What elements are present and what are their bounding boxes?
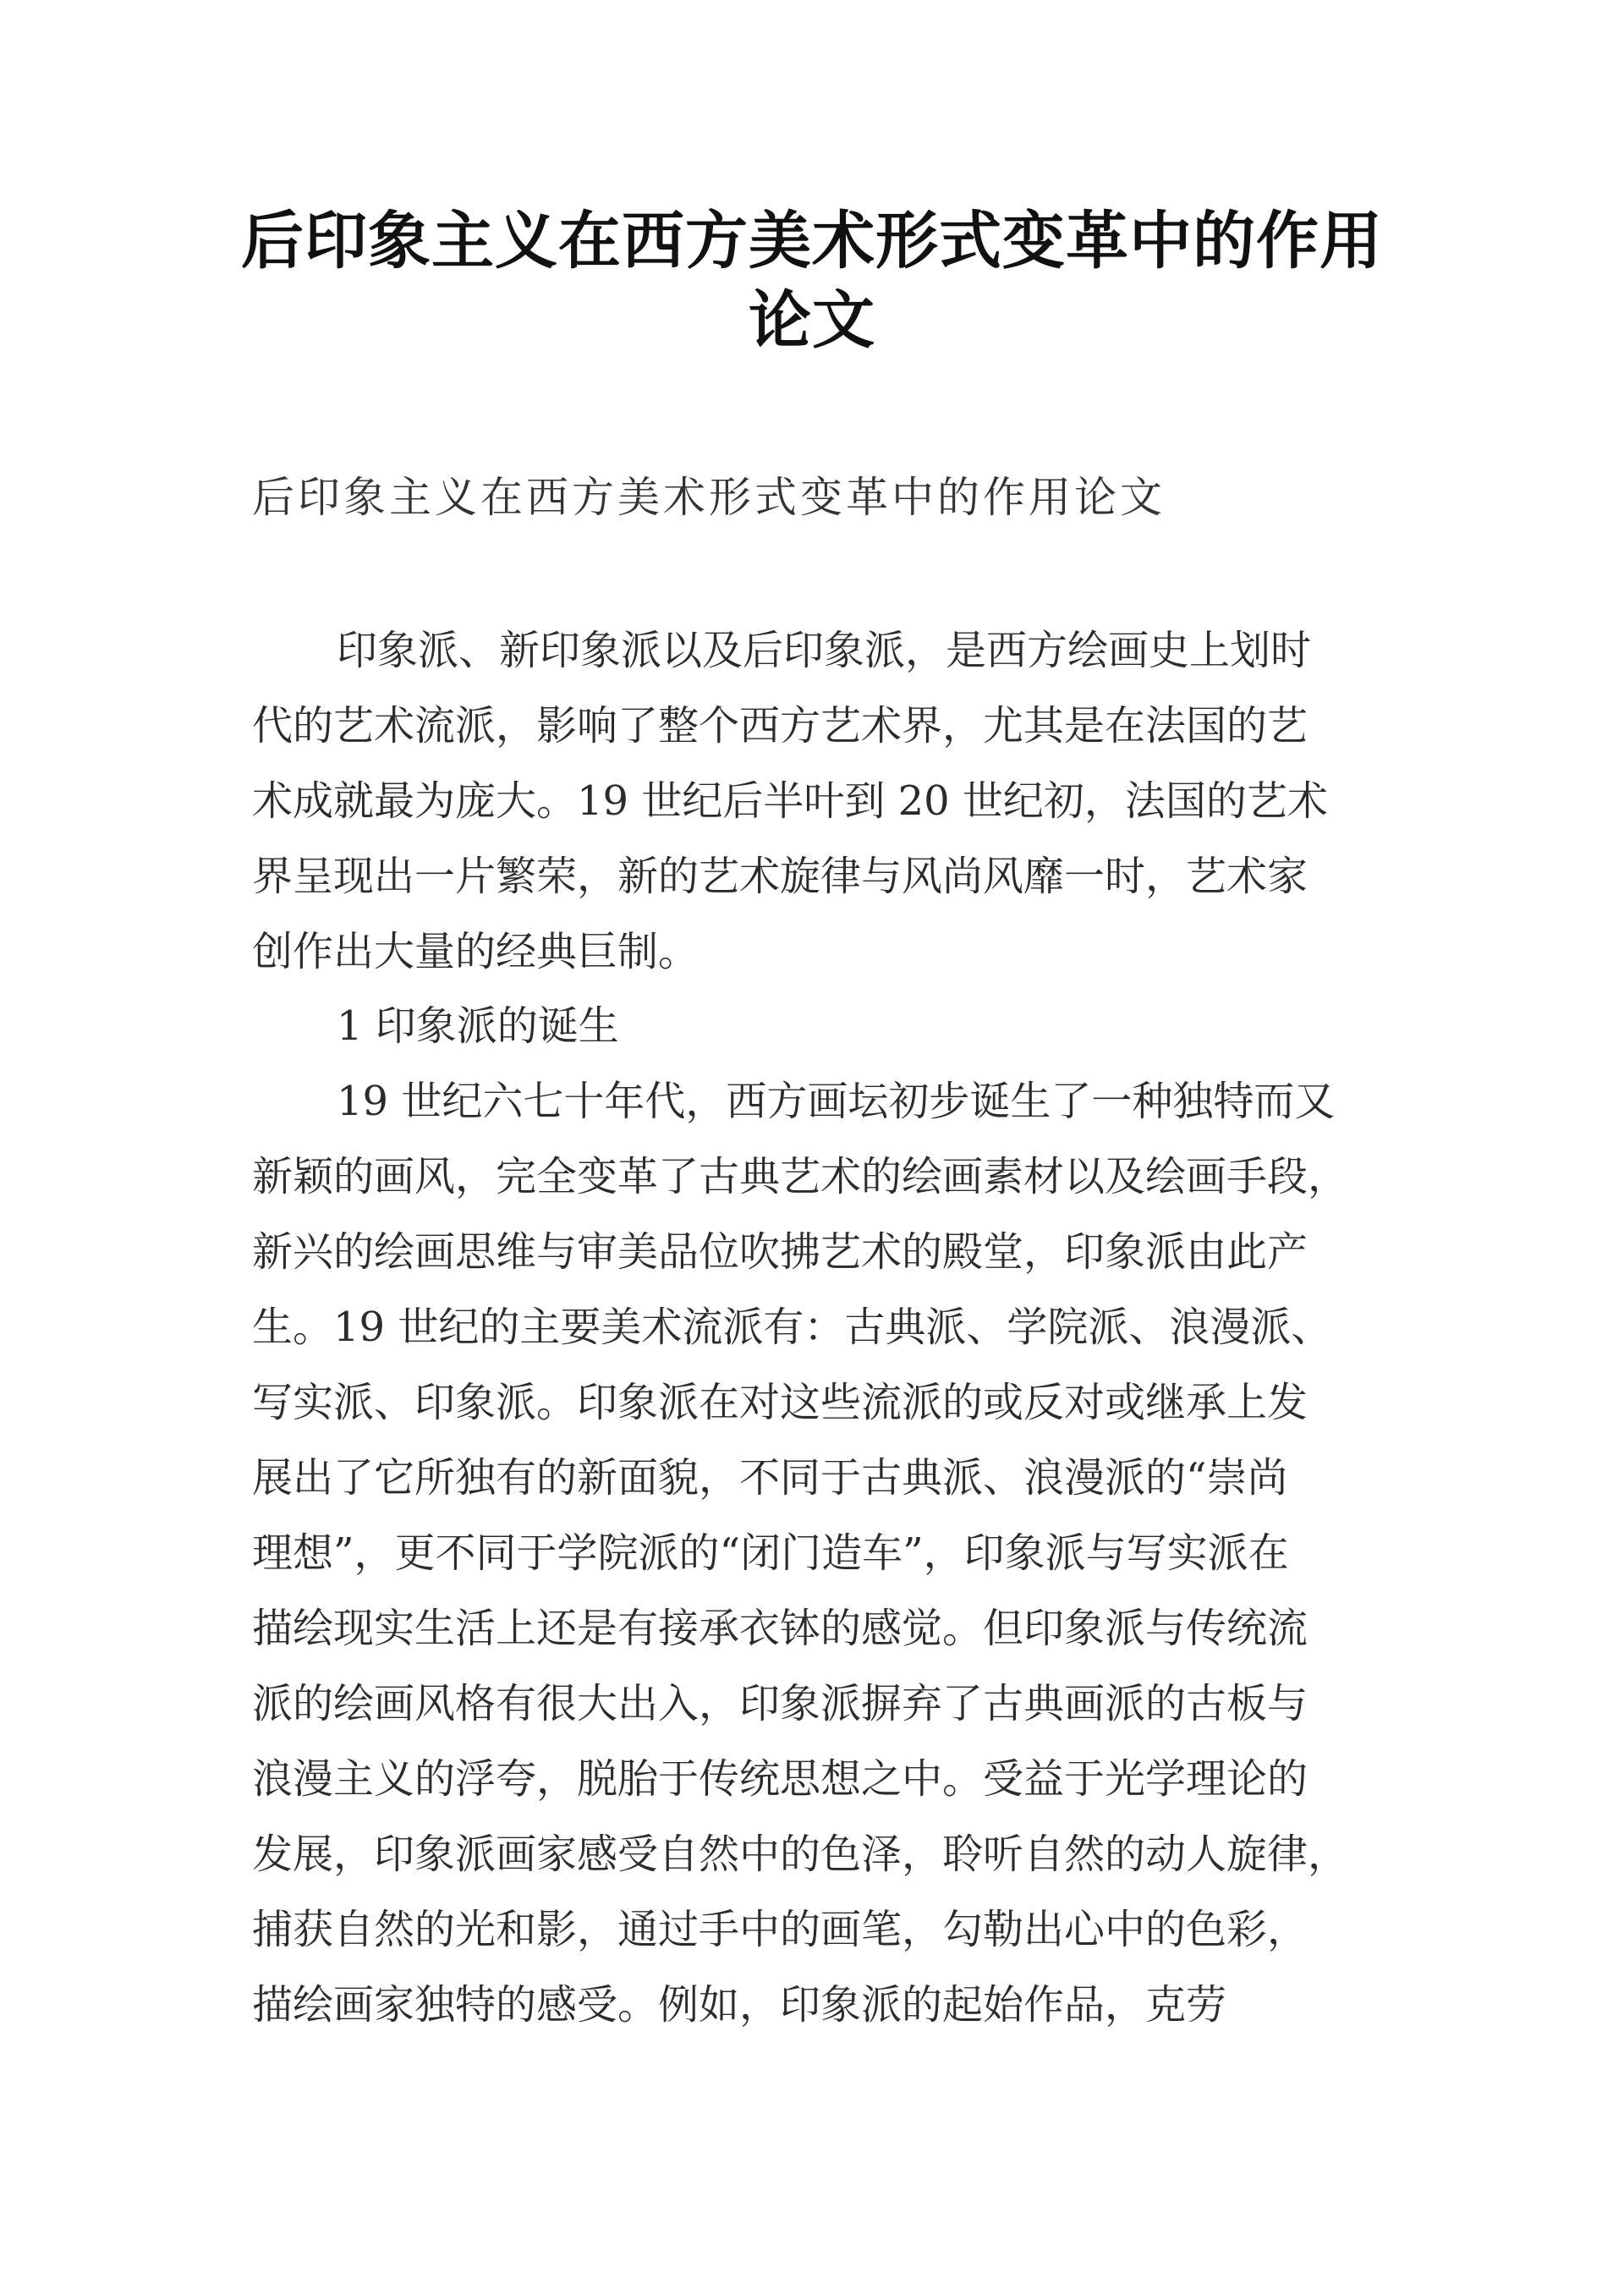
paragraph-2-line: 19 世纪六七十年代，西方画坛初步诞生了一种独特而又 <box>337 1078 1336 1125</box>
paragraph-2-line: 写实派、印象派。印象派在对这些流派的或反对或继承上发 <box>252 1379 1309 1426</box>
section-heading: 1 印象派的诞生 <box>337 1002 619 1050</box>
paragraph-2-line: 新兴的绘画思维与审美品位吹拂艺术的殿堂，印象派由此产 <box>252 1228 1309 1276</box>
paragraph-2-line: 新颖的画风，完全变革了古典艺术的绘画素材以及绘画手段， <box>252 1153 1349 1200</box>
paragraph-2-line: 发展，印象派画家感受自然中的色泽，聆听自然的动人旋律， <box>252 1831 1349 1878</box>
paragraph-2-line: 描绘画家独特的感受。例如，印象派的起始作品，克劳 <box>252 1981 1227 2029</box>
paragraph-2-line: 捕获自然的光和影，通过手中的画笔，勾勒出心中的色彩， <box>252 1906 1309 1953</box>
paragraph-2-line: 派的绘画风格有很大出入，印象派摒弃了古典画派的古板与 <box>252 1680 1309 1727</box>
paragraph-1-line: 界呈现出一片繁荣，新的艺术旋律与风尚风靡一时，艺术家 <box>252 853 1309 900</box>
document-title-line-1: 后印象主义在西方美术形式变革中的作用 <box>241 205 1383 277</box>
paragraph-2-line: 生。19 世纪的主要美术流派有：古典派、学院派、浪漫派、 <box>252 1304 1332 1351</box>
document-title-line-2: 论文 <box>749 284 875 357</box>
paragraph-1-line: 创作出大量的经典巨制。 <box>252 928 700 975</box>
document-subtitle: 后印象主义在西方美术形式变革中的作用论文 <box>252 473 1166 522</box>
paragraph-1-line: 代的艺术流派，影响了整个西方艺术界，尤其是在法国的艺 <box>252 702 1309 749</box>
paragraph-2-line: 展出了它所独有的新面貌，不同于古典派、浪漫派的“崇尚 <box>252 1454 1288 1502</box>
paragraph-1-line: 印象派、新印象派以及后印象派，是西方绘画史上划时 <box>337 627 1312 674</box>
paragraph-2-line: 理想”，更不同于学院派的“闭门造车”，印象派与写实派在 <box>252 1529 1289 1577</box>
paragraph-2-line: 描绘现实生活上还是有接承衣钵的感觉。但印象派与传统流 <box>252 1605 1309 1652</box>
paragraph-2-line: 浪漫主义的浮夸，脱胎于传统思想之中。受益于光学理论的 <box>252 1755 1309 1803</box>
paragraph-1-line: 术成就最为庞大。19 世纪后半叶到 20 世纪初，法国的艺术 <box>252 777 1328 825</box>
